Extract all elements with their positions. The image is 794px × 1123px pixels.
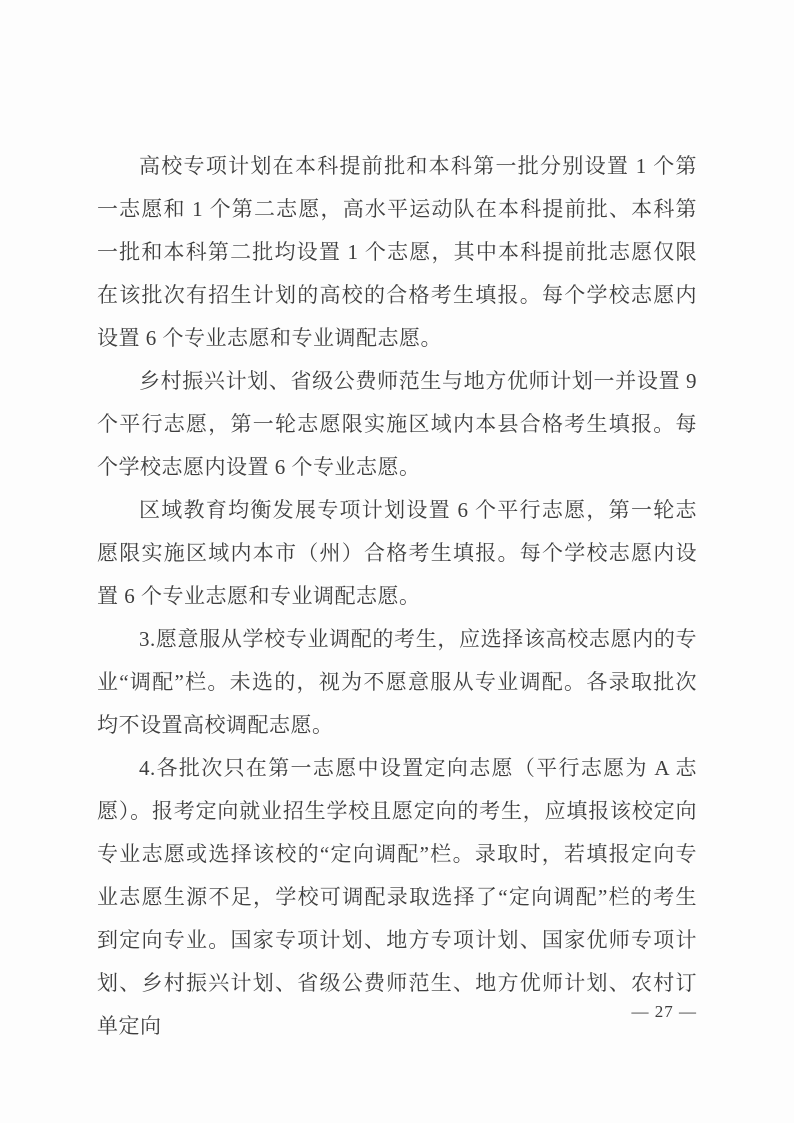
paragraph-1: 高校专项计划在本科提前批和本科第一批分别设置 1 个第一志愿和 1 个第二志愿，高水平运动队在本科提前批、本科第一批和本科第二批均设置 1 个志愿，其中本科提前批志愿仅限在该批次有招生计划的高校的合格考生填报。每个学校志愿内设置 6 个专业志愿和专业调配志愿。 xyxy=(97,154,697,350)
paragraph-5-item-4: 4.各批次只在第一志愿中设置定向志愿（平行志愿为 A 志愿）。报考定向就业招生学校且愿定向的考生，应填报该校定向专业志愿或选择该校的“定向调配”栏。录取时，若填报定向专业志愿生源不足，学校可调配录取选择了“定向调配”栏的考生到定向专业。国家专项计划、地方专项计划、国家优师专项计划、乡村振兴计划、省级公费师范生、地方优师计划、农村订单定向 xyxy=(97,756,697,1038)
paragraph-2: 乡村振兴计划、省级公费师范生与地方优师计划一并设置 9 个平行志愿，第一轮志愿限实施区域内本县合格考生填报。每个学校志愿内设置 6 个专业志愿。 xyxy=(97,369,697,479)
document-body xyxy=(97,145,697,1048)
paragraph-3: 区域教育均衡发展专项计划设置 6 个平行志愿，第一轮志愿限实施区域内本市（州）合格考生填报。每个学校志愿内设置 6 个专业志愿和专业调配志愿。 xyxy=(97,498,697,608)
paragraph-4-item-3: 3.愿意服从学校专业调配的考生，应选择该高校志愿内的专业“调配”栏。未选的，视为不愿意服从专业调配。各录取批次均不设置高校调配志愿。 xyxy=(97,627,697,737)
page-number: — 27 — xyxy=(631,1002,697,1021)
